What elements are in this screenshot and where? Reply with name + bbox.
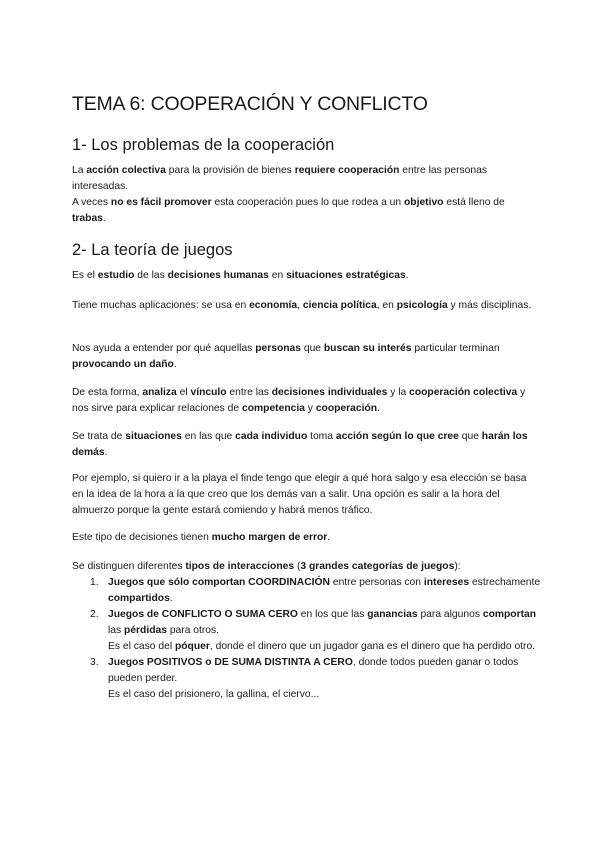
list-number: 2.: [90, 609, 99, 620]
section-2-paragraph-example: Por ejemplo, si quiero ir a la playa el finde tengo que elegir a qué hora salgo y esa elección se basa en la idea de la hora a la que creo que los demás van a salir. Una opción es salir a la hora del almuerzo porque la gente estará comiendo y habrá menos tráfico.: [72, 473, 527, 516]
section-2-heading: 2- La teoría de juegos: [72, 241, 233, 259]
list-item: 2. Juegos de CONFLICTO O SUMA CERO en los que las ganancias para algunos comportan las pérdidas para otros. Es el caso del póquer, donde el dinero que un jugador gana es el dinero que ha perdido otro.: [90, 609, 537, 652]
section-2-paragraph-error: Este tipo de decisiones tienen mucho margen de error.: [72, 532, 331, 543]
game-types-list: [72, 575, 542, 703]
section-2-paragraph-situations: Se trata de situaciones en las que cada individuo toma acción según lo que cree que harán los demás.: [72, 431, 528, 458]
section-1-paragraph-1: La acción colectiva para la provisión de bienes requiere cooperación entre las personas interesadas.: [72, 165, 487, 192]
list-number: 1.: [90, 577, 99, 588]
document-title: TEMA 6: COOPERACIÓN Y CONFLICTO: [72, 93, 428, 115]
section-2-paragraph-definition: Es el estudio de las decisiones humanas en situaciones estratégicas.: [72, 270, 409, 281]
section-2-paragraph-applications: Tiene muchas aplicaciones: se usa en economía, ciencia política, en psicología y más disciplinas.: [72, 300, 532, 311]
section-1-heading: 1- Los problemas de la cooperación: [72, 136, 335, 154]
section-2-paragraph-interest: Nos ayuda a entender por qué aquellas personas que buscan su interés particular terminan provocando un daño.: [72, 343, 500, 370]
list-number: 3.: [90, 657, 99, 668]
list-item: 1. Juegos que sólo comportan COORDINACIÓN entre personas con intereses estrechamente compartidos.: [90, 577, 541, 604]
section-2-paragraph-types: Se distinguen diferentes tipos de interacciones (3 grandes categorías de juegos):: [72, 561, 461, 572]
section-1-paragraph-2: A veces no es fácil promover esta cooperación pues lo que rodea a un objetivo está lleno de trabas.: [72, 197, 505, 224]
section-2-paragraph-analysis: De esta forma, analiza el vínculo entre las decisiones individuales y la cooperación colectiva y nos sirve para explicar relaciones de competencia y cooperación.: [72, 387, 526, 414]
list-item: 3. Juegos POSITIVOS o DE SUMA DISTINTA A CERO, donde todos pueden ganar o todos pueden perder. Es el caso del prisionero, la gallina, el ciervo...: [90, 657, 519, 700]
